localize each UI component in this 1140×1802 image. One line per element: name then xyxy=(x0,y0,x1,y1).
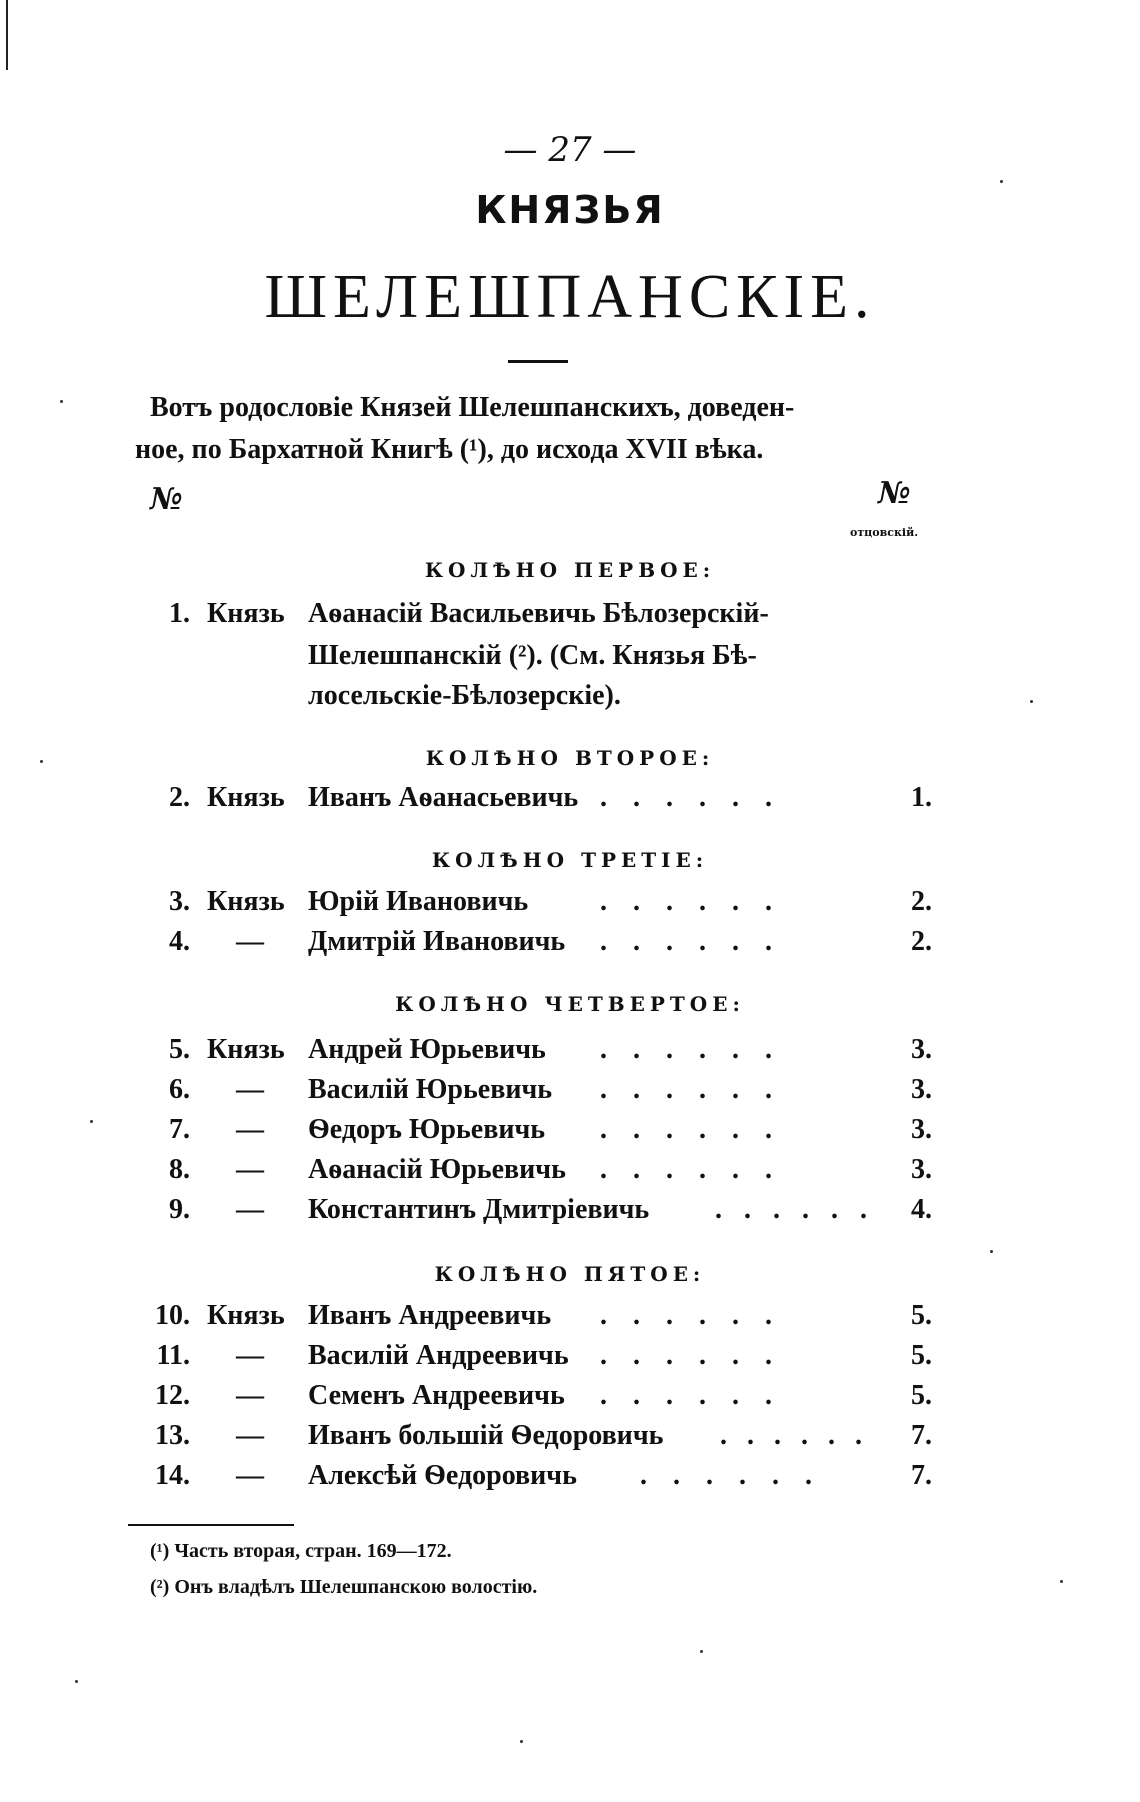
father-number: 5. xyxy=(911,1340,932,1371)
entry-title: Князь xyxy=(207,598,285,629)
scan-speck xyxy=(1030,700,1033,703)
entry-title: Князь xyxy=(207,1300,285,1331)
entry-title: — xyxy=(236,1194,264,1225)
scan-speck xyxy=(40,760,43,763)
leader-dots: ...... xyxy=(720,1420,882,1451)
entry-title: — xyxy=(236,1074,264,1105)
leader-dots: ...... xyxy=(640,1460,838,1491)
father-number: 1. xyxy=(911,782,932,813)
father-number: 2. xyxy=(911,886,932,917)
entry-continuation: лосельскіе-Бѣлозерскіе). xyxy=(308,680,621,711)
footnote: (¹) Часть вторая, стран. 169—172. xyxy=(150,1540,452,1562)
entry-continuation: Шелешпанскій (²). (См. Князья Бѣ- xyxy=(308,640,757,671)
generation-heading: КОЛѢНО ПЯТОЕ: xyxy=(434,1262,706,1286)
entry-name: Иванъ Андреевичь xyxy=(308,1300,552,1331)
entry-name: Иванъ большій Ѳедоровичь xyxy=(308,1420,664,1451)
page-number: — 27 — xyxy=(503,130,637,170)
generation-heading: КОЛѢНО ПЕРВОЕ: xyxy=(424,558,716,582)
column-header-father: № xyxy=(878,476,911,511)
scan-speck xyxy=(90,1120,93,1123)
entry-number: 6. xyxy=(169,1074,190,1105)
entry-name: Василій Андреевичь xyxy=(308,1340,569,1371)
entry-number: 2. xyxy=(169,782,190,813)
genealogy-entry xyxy=(0,926,1140,966)
footnote: (²) Онъ владѣлъ Шелешпанскою волостію. xyxy=(150,1576,538,1598)
father-number: 5. xyxy=(911,1380,932,1411)
entry-name: Дмитрій Ивановичь xyxy=(308,926,566,957)
entry-title: Князь xyxy=(207,886,285,917)
leader-dots: ...... xyxy=(600,1300,798,1331)
entry-name: Константинъ Дмитріевичь xyxy=(308,1194,650,1225)
leader-dots: ...... xyxy=(600,886,798,917)
entry-name: Аѳанасій Васильевичь Бѣлозерскій- xyxy=(308,598,769,629)
genealogy-entry xyxy=(0,782,1140,822)
entry-name: Андрей Юрьевичь xyxy=(308,1034,546,1065)
entry-title: Князь xyxy=(207,1034,285,1065)
entry-number: 9. xyxy=(169,1194,190,1225)
page-edge xyxy=(6,0,8,70)
entry-name: Аѳанасій Юрьевичь xyxy=(308,1154,566,1185)
entry-title: — xyxy=(236,1340,264,1371)
scan-speck xyxy=(1060,1580,1063,1583)
title-line-2: ШЕЛЕШПАНСКІЕ. xyxy=(264,263,876,331)
scan-speck xyxy=(75,1680,78,1683)
entry-number: 4. xyxy=(169,926,190,957)
genealogy-entry xyxy=(0,1114,1140,1154)
intro-line-1: Вотъ родословіе Князей Шелешпанскихъ, доведен- xyxy=(150,392,795,423)
genealogy-entry xyxy=(0,1154,1140,1194)
father-number: 2. xyxy=(911,926,932,957)
entry-number: 8. xyxy=(169,1154,190,1185)
entry-number: 14. xyxy=(155,1460,190,1491)
genealogy-entry xyxy=(0,1340,1140,1380)
leader-dots: ...... xyxy=(600,1380,798,1411)
entry-name: Василій Юрьевичь xyxy=(308,1074,553,1105)
genealogy-entry xyxy=(0,1460,1140,1500)
entry-name: Иванъ Аѳанасьевичь xyxy=(308,782,579,813)
title-line-1: КНЯЗЬЯ xyxy=(475,188,665,232)
entry-title: — xyxy=(236,1380,264,1411)
leader-dots: ...... xyxy=(600,782,798,813)
column-header-father-label: отцовскій. xyxy=(850,526,919,539)
entry-name: Алексѣй Ѳедоровичь xyxy=(308,1460,577,1491)
genealogy-entry xyxy=(0,886,1140,926)
scan-speck xyxy=(60,400,63,403)
genealogy-entry xyxy=(0,1380,1140,1420)
leader-dots: ...... xyxy=(600,926,798,957)
leader-dots: ...... xyxy=(600,1034,798,1065)
leader-dots: ...... xyxy=(600,1074,798,1105)
entry-name: Семенъ Андреевичь xyxy=(308,1380,565,1411)
scan-speck xyxy=(990,1250,993,1253)
entry-number: 1. xyxy=(169,598,190,629)
father-number: 3. xyxy=(911,1034,932,1065)
genealogy-entry xyxy=(0,1300,1140,1340)
entry-name: Ѳедоръ Юрьевичь xyxy=(308,1114,546,1145)
intro-line-2: ное, по Бархатной Книгѣ (¹), до исхода XVII вѣка. xyxy=(135,434,764,465)
father-number: 5. xyxy=(911,1300,932,1331)
entry-number: 11. xyxy=(156,1340,190,1371)
scan-speck xyxy=(700,1650,703,1653)
leader-dots: ...... xyxy=(600,1340,798,1371)
leader-dots: ...... xyxy=(600,1154,798,1185)
entry-title: — xyxy=(236,1114,264,1145)
entry-number: 10. xyxy=(155,1300,190,1331)
entry-number: 12. xyxy=(155,1380,190,1411)
father-number: 3. xyxy=(911,1154,932,1185)
entry-title: — xyxy=(236,926,264,957)
footnote-rule xyxy=(128,1524,294,1526)
father-number: 3. xyxy=(911,1074,932,1105)
generation-heading: КОЛѢНО ЧЕТВЕРТОЕ: xyxy=(395,992,745,1016)
genealogy-entry xyxy=(0,1074,1140,1114)
column-header-number: № xyxy=(150,482,183,517)
entry-number: 7. xyxy=(169,1114,190,1145)
scan-speck xyxy=(520,1740,523,1743)
entry-number: 13. xyxy=(155,1420,190,1451)
entry-title: — xyxy=(236,1460,264,1491)
genealogy-entry xyxy=(0,1194,1140,1234)
genealogy-entry xyxy=(0,598,1140,638)
entry-number: 3. xyxy=(169,886,190,917)
generation-heading: КОЛѢНО ВТОРОЕ: xyxy=(425,746,715,770)
scan-speck xyxy=(1000,180,1003,183)
entry-title: Князь xyxy=(207,782,285,813)
leader-dots: ...... xyxy=(600,1114,798,1145)
father-number: 7. xyxy=(911,1420,932,1451)
father-number: 4. xyxy=(911,1194,932,1225)
entry-title: — xyxy=(236,1154,264,1185)
generation-heading: КОЛѢНО ТРЕТІЕ: xyxy=(431,848,709,872)
entry-number: 5. xyxy=(169,1034,190,1065)
title-rule xyxy=(508,360,568,363)
genealogy-entry xyxy=(0,1034,1140,1074)
father-number: 3. xyxy=(911,1114,932,1145)
leader-dots: ...... xyxy=(715,1194,889,1225)
genealogy-entry xyxy=(0,1420,1140,1460)
father-number: 7. xyxy=(911,1460,932,1491)
entry-title: — xyxy=(236,1420,264,1451)
entry-name: Юрій Ивановичь xyxy=(308,886,529,917)
